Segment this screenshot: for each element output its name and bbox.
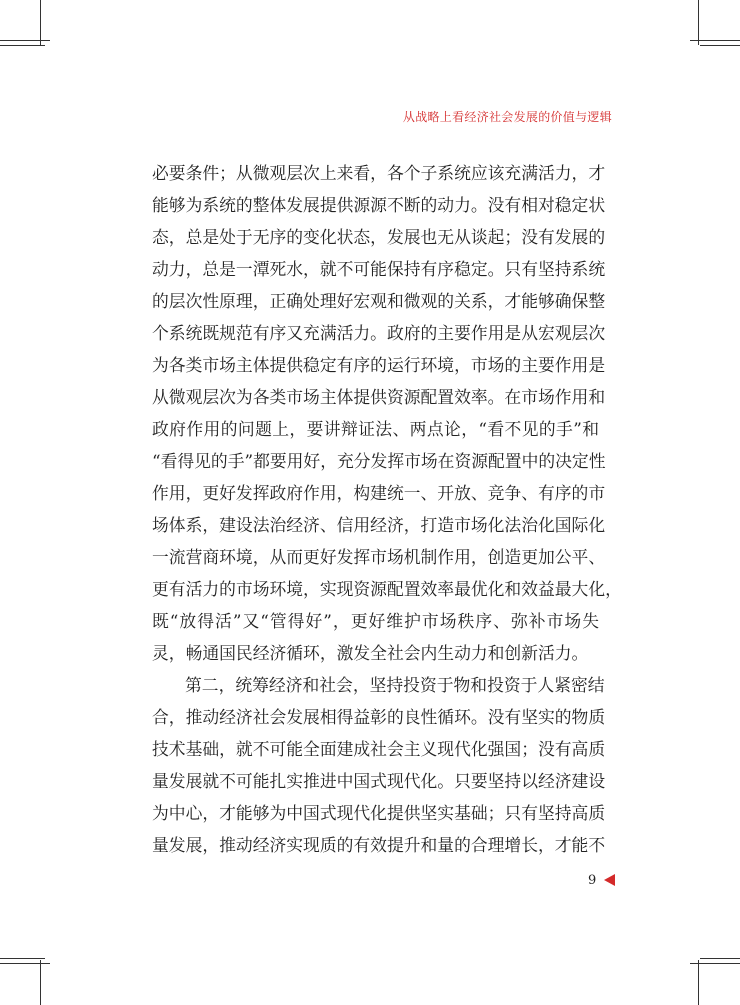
text-line: 既“放得活”又“管得好”，更好维护市场秩序、弥补市场失 bbox=[152, 611, 599, 631]
text-line: 个系统既规范有序又充满活力。政府的主要作用是从宏观层次 bbox=[152, 323, 606, 343]
text-line: 合，推动经济社会发展相得益彰的良性循环。没有坚实的物质 bbox=[152, 707, 606, 727]
text-line: 量发展，推动经济实现质的有效提升和量的合理增长，才能不 bbox=[152, 835, 606, 855]
text-line: 从微观层次为各类市场主体提供资源配置效率。在市场作用和 bbox=[152, 387, 606, 407]
text-line: 态，总是处于无序的变化状态，发展也无从谈起；没有发展的 bbox=[152, 227, 606, 247]
text-line: 为各类市场主体提供稳定有序的运行环境，市场的主要作用是 bbox=[152, 355, 606, 375]
text-line: 第二，统筹经济和社会，坚持投资于物和投资于人紧密结 bbox=[185, 675, 605, 695]
text-line: 为中心，才能够为中国式现代化提供坚实基础；只有坚持高质 bbox=[152, 803, 606, 823]
text-line: 技术基础，就不可能全面建成社会主义现代化强国；没有高质 bbox=[152, 739, 606, 759]
page-footer bbox=[588, 872, 615, 888]
body-text bbox=[152, 157, 622, 861]
text-line: 一流营商环境，从而更好发挥市场机制作用，创造更加公平、 bbox=[152, 547, 606, 567]
text-line: 灵，畅通国民经济循环，激发全社会内生动力和创新活力。 bbox=[152, 643, 589, 663]
running-header: 从战略上看经济社会发展的价值与逻辑 bbox=[402, 110, 612, 124]
text-line: 必要条件；从微观层次上来看，各个子系统应该充满活力，才 bbox=[152, 163, 606, 183]
text-line: 作用，更好发挥政府作用，构建统一、开放、竞争、有序的市 bbox=[152, 483, 606, 503]
page-number: 9 bbox=[588, 872, 597, 888]
text-line: 场体系，建设法治经济、信用经济，打造市场化法治化国际化 bbox=[152, 515, 606, 535]
text-line: 动力，总是一潭死水，就不可能保持有序稳定。只有坚持系统 bbox=[152, 259, 606, 279]
text-line: “看得见的手”都要用好，充分发挥市场在资源配置中的决定性 bbox=[152, 451, 606, 471]
text-line: 能够为系统的整体发展提供源源不断的动力。没有相对稳定状 bbox=[152, 195, 606, 215]
text-line: 政府作用的问题上，要讲辩证法、两点论，“看不见的手”和 bbox=[152, 419, 599, 439]
text-line: 的层次性原理，正确处理好宏观和微观的关系，才能够确保整 bbox=[152, 291, 606, 311]
triangle-marker-icon bbox=[604, 874, 615, 886]
text-line: 量发展就不可能扎实推进中国式现代化。只要坚持以经济建设 bbox=[152, 771, 606, 791]
text-line: 更有活力的市场环境，实现资源配置效率最优化和效益最大化， bbox=[152, 579, 622, 599]
